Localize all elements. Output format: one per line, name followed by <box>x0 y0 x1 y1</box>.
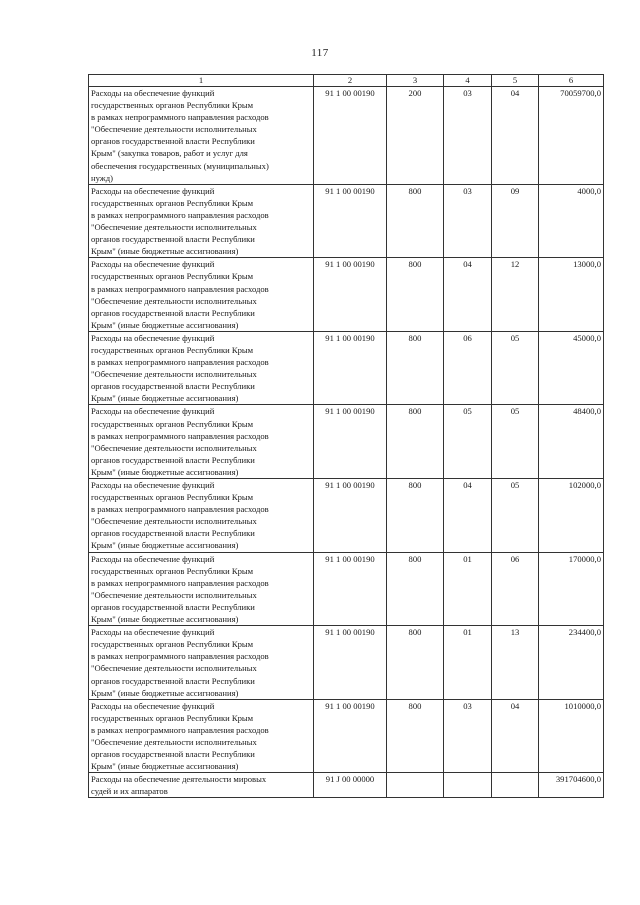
expense-type-code: 800 <box>387 184 444 258</box>
table-row <box>89 479 604 553</box>
table-body <box>89 87 604 798</box>
column-header-3: 3 <box>387 75 444 87</box>
expense-description <box>89 626 314 700</box>
description-line: государственных органов Республики Крым <box>91 418 254 429</box>
amount-value: 170000,0 <box>539 552 604 626</box>
section-code: 01 <box>444 552 492 626</box>
expense-description <box>89 184 314 258</box>
table-row <box>89 626 604 700</box>
description-line: Крым" (иные бюджетные ассигнования) <box>91 540 239 551</box>
description-line: органов государственной власти Республики <box>91 675 255 686</box>
target-article-code: 91 1 00 00190 <box>314 699 387 773</box>
table-row <box>89 331 604 405</box>
expense-description <box>89 773 314 798</box>
description-line: государственных органов Республики Крым <box>91 271 254 282</box>
description-line: Расходы на обеспечение функций <box>91 259 215 270</box>
subsection-code <box>492 773 539 798</box>
subsection-code: 12 <box>492 258 539 332</box>
description-line: в рамках непрограммного направления расходов <box>91 504 269 515</box>
description-line: органов государственной власти Республики <box>91 749 255 760</box>
description-line: Расходы на обеспечение функций <box>91 332 215 343</box>
target-article-code: 91 1 00 00190 <box>314 405 387 479</box>
table-row <box>89 699 604 773</box>
table-row <box>89 87 604 185</box>
amount-value: 391704600,0 <box>539 773 604 798</box>
target-article-code: 91 J 00 00000 <box>314 773 387 798</box>
description-line: государственных органов Республики Крым <box>91 565 254 576</box>
amount-value: 234400,0 <box>539 626 604 700</box>
expense-description <box>89 258 314 332</box>
section-code: 01 <box>444 626 492 700</box>
description-line: "Обеспечение деятельности исполнительных <box>91 442 257 453</box>
description-line: государственных органов Республики Крым <box>91 197 254 208</box>
column-header-1: 1 <box>89 75 314 87</box>
description-line: государственных органов Республики Крым <box>91 344 254 355</box>
amount-value: 70059700,0 <box>539 87 604 185</box>
description-line: "Обеспечение деятельности исполнительных <box>91 663 257 674</box>
section-code: 06 <box>444 331 492 405</box>
subsection-code: 05 <box>492 479 539 553</box>
subsection-code: 05 <box>492 331 539 405</box>
description-line: государственных органов Республики Крым <box>91 712 254 723</box>
description-line: "Обеспечение деятельности исполнительных <box>91 589 257 600</box>
description-line: Крым" (закупка товаров, работ и услуг для <box>91 148 248 159</box>
description-line: Расходы на обеспечение функций <box>91 553 215 564</box>
description-line: органов государственной власти Республики <box>91 234 255 245</box>
description-line: Крым" (иные бюджетные ассигнования) <box>91 761 239 772</box>
expense-description <box>89 87 314 185</box>
description-line: государственных органов Республики Крым <box>91 100 254 111</box>
description-line: государственных органов Республики Крым <box>91 639 254 650</box>
expense-description <box>89 552 314 626</box>
description-line: Расходы на обеспечение функций <box>91 185 215 196</box>
expense-type-code: 800 <box>387 552 444 626</box>
description-line: Крым" (иные бюджетные ассигнования) <box>91 319 239 330</box>
description-line: "Обеспечение деятельности исполнительных <box>91 124 257 135</box>
amount-value: 45000,0 <box>539 331 604 405</box>
subsection-code: 04 <box>492 87 539 185</box>
table-row <box>89 552 604 626</box>
expense-description <box>89 405 314 479</box>
description-line: в рамках непрограммного направления расходов <box>91 283 269 294</box>
column-header-row <box>89 75 604 87</box>
target-article-code: 91 1 00 00190 <box>314 479 387 553</box>
amount-value: 1010000,0 <box>539 699 604 773</box>
description-line: Крым" (иные бюджетные ассигнования) <box>91 614 239 625</box>
description-line: органов государственной власти Республики <box>91 307 255 318</box>
description-line: органов государственной власти Республики <box>91 381 255 392</box>
subsection-code: 09 <box>492 184 539 258</box>
description-line: Расходы на обеспечение функций <box>91 480 215 490</box>
table-row <box>89 773 604 798</box>
subsection-code: 13 <box>492 626 539 700</box>
section-code <box>444 773 492 798</box>
description-line: в рамках непрограммного направления расходов <box>91 357 269 368</box>
description-line: Расходы на обеспечение функций <box>91 406 215 417</box>
subsection-code: 04 <box>492 699 539 773</box>
description-line: "Обеспечение деятельности исполнительных <box>91 516 257 527</box>
description-line: в рамках непрограммного направления расходов <box>91 430 269 441</box>
description-line: Расходы на обеспечение функций <box>91 700 215 711</box>
description-line: нужд) <box>91 172 113 183</box>
amount-value: 48400,0 <box>539 405 604 479</box>
section-code: 04 <box>444 479 492 553</box>
section-code: 04 <box>444 258 492 332</box>
target-article-code: 91 1 00 00190 <box>314 552 387 626</box>
expense-type-code: 800 <box>387 258 444 332</box>
description-line: в рамках непрограммного направления расходов <box>91 651 269 662</box>
expense-type-code: 800 <box>387 699 444 773</box>
description-line: "Обеспечение деятельности исполнительных <box>91 736 257 747</box>
amount-value: 102000,0 <box>539 479 604 553</box>
table-row <box>89 405 604 479</box>
expense-description <box>89 331 314 405</box>
description-line: органов государственной власти Республики <box>91 601 255 612</box>
description-line: в рамках непрограммного направления расходов <box>91 724 269 735</box>
description-line: органов государственной власти Республики <box>91 528 255 539</box>
table-row <box>89 184 604 258</box>
amount-value: 4000,0 <box>539 184 604 258</box>
description-line: органов государственной власти Республики <box>91 454 255 465</box>
description-line: органов государственной власти Республики <box>91 136 255 147</box>
description-line: "Обеспечение деятельности исполнительных <box>91 369 257 380</box>
section-code: 05 <box>444 405 492 479</box>
description-line: Расходы на обеспечение функций <box>91 627 215 638</box>
table-row <box>89 258 604 332</box>
description-line: Крым" (иные бюджетные ассигнования) <box>91 466 239 477</box>
target-article-code: 91 1 00 00190 <box>314 331 387 405</box>
description-line: в рамках непрограммного направления расходов <box>91 209 269 220</box>
expense-type-code: 200 <box>387 87 444 185</box>
target-article-code: 91 1 00 00190 <box>314 258 387 332</box>
description-line: Крым" (иные бюджетные ассигнования) <box>91 246 239 257</box>
description-line: в рамках непрограммного направления расходов <box>91 112 269 123</box>
target-article-code: 91 1 00 00190 <box>314 184 387 258</box>
expense-type-code: 800 <box>387 331 444 405</box>
column-header-2: 2 <box>314 75 387 87</box>
description-line: "Обеспечение деятельности исполнительных <box>91 295 257 306</box>
description-line: государственных органов Республики Крым <box>91 492 254 503</box>
expense-description <box>89 699 314 773</box>
description-line: Расходы на обеспечение функций <box>91 88 215 98</box>
budget-table <box>88 74 604 798</box>
page-number: 117 <box>311 47 329 59</box>
expense-description <box>89 479 314 553</box>
description-line: Расходы на обеспечение деятельности мировых <box>91 774 267 785</box>
column-header-4: 4 <box>444 75 492 87</box>
subsection-code: 06 <box>492 552 539 626</box>
expense-type-code: 800 <box>387 479 444 553</box>
amount-value: 13000,0 <box>539 258 604 332</box>
subsection-code: 05 <box>492 405 539 479</box>
column-header-5: 5 <box>492 75 539 87</box>
target-article-code: 91 1 00 00190 <box>314 626 387 700</box>
description-line: судей и их аппаратов <box>91 786 168 797</box>
description-line: обеспечения государственных (муниципальных) <box>91 160 269 171</box>
description-line: в рамках непрограммного направления расходов <box>91 577 269 588</box>
section-code: 03 <box>444 699 492 773</box>
target-article-code: 91 1 00 00190 <box>314 87 387 185</box>
column-header-6: 6 <box>539 75 604 87</box>
description-line: Крым" (иные бюджетные ассигнования) <box>91 393 239 404</box>
section-code: 03 <box>444 87 492 185</box>
description-line: "Обеспечение деятельности исполнительных <box>91 222 257 233</box>
expense-type-code <box>387 773 444 798</box>
section-code: 03 <box>444 184 492 258</box>
description-line: Крым" (иные бюджетные ассигнования) <box>91 687 239 698</box>
expense-type-code: 800 <box>387 626 444 700</box>
expense-type-code: 800 <box>387 405 444 479</box>
